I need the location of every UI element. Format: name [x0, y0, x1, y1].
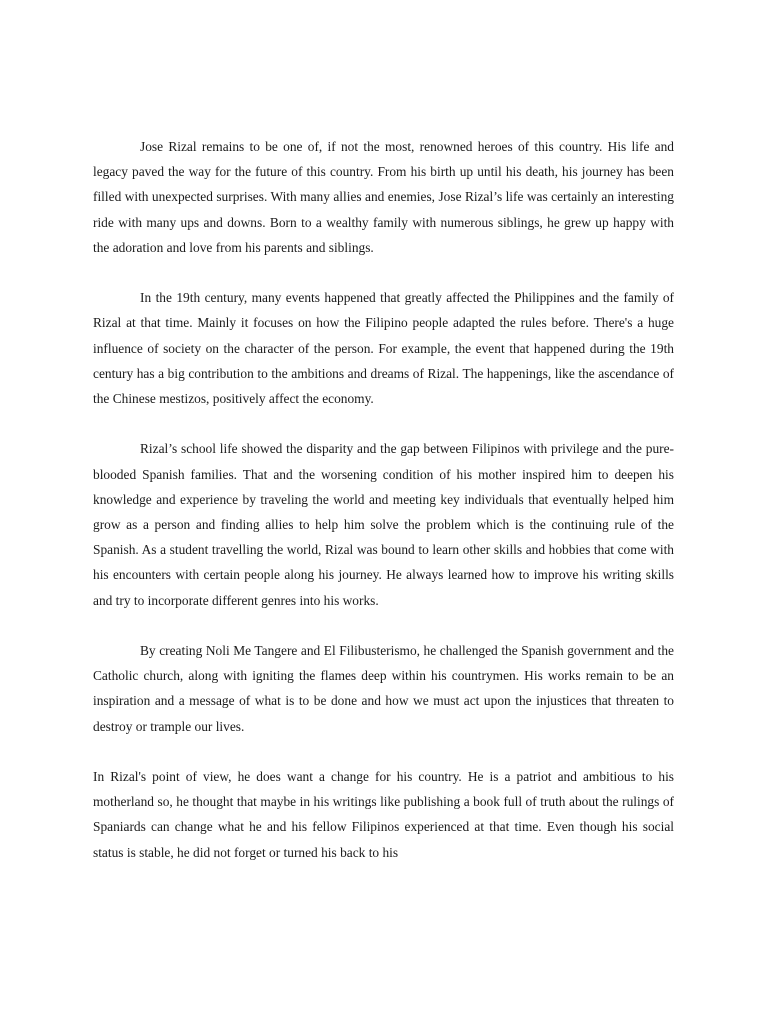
- paragraph-4: By creating Noli Me Tangere and El Filibusterismo, he challenged the Spanish government and the Catholic church, along with igniting the flames deep within his countrymen. His works remain to be an inspiration and a message of what is to be done and how we must act upon the injustices that threaten to destroy or trample our lives.: [93, 643, 674, 734]
- paragraph-1: Jose Rizal remains to be one of, if not the most, renowned heroes of this country. His life and legacy paved the way for the future of this country. From his birth up until his death, his journey has been filled with unexpected surprises. With many allies and enemies, Jose Rizal’s life was certainly an interesting ride with many ups and downs. Born to a wealthy family with numerous siblings, he grew up happy with the adoration and love from his parents and siblings.: [93, 139, 674, 255]
- paragraph-3: Rizal’s school life showed the disparity and the gap between Filipinos with privilege and the pure-blooded Spanish families. That and the worsening condition of his mother inspired him to deepen his knowledge and experience by traveling the world and meeting key individuals that eventually helped him grow as a person and finding allies to help him solve the problem which is the continuing rule of the Spanish. As a student travelling the world, Rizal was bound to learn other skills and hobbies that come with his encounters with certain people along his journey. He always learned how to improve his writing skills and try to incorporate different genres into his works.: [93, 441, 674, 608]
- essay-body: [93, 134, 674, 865]
- paragraph-2: In the 19th century, many events happened that greatly affected the Philippines and the family of Rizal at that time. Mainly it focuses on how the Filipino people adapted the rules before. There's a huge influence of society on the character of the person. For example, the event that happened during the 19th century has a big contribution to the ambitions and dreams of Rizal. The happenings, like the ascendance of the Chinese mestizos, positively affect the economy.: [93, 290, 674, 407]
- paragraph-5: In Rizal's point of view, he does want a change for his country. He is a patriot and ambitious to his motherland so, he thought that maybe in his writings like publishing a book full of truth about the rulings of Spaniards can change what he and his fellow Filipinos experienced at that time. Even though his social status is stable, he did not forget or turned his back to his: [93, 769, 674, 860]
